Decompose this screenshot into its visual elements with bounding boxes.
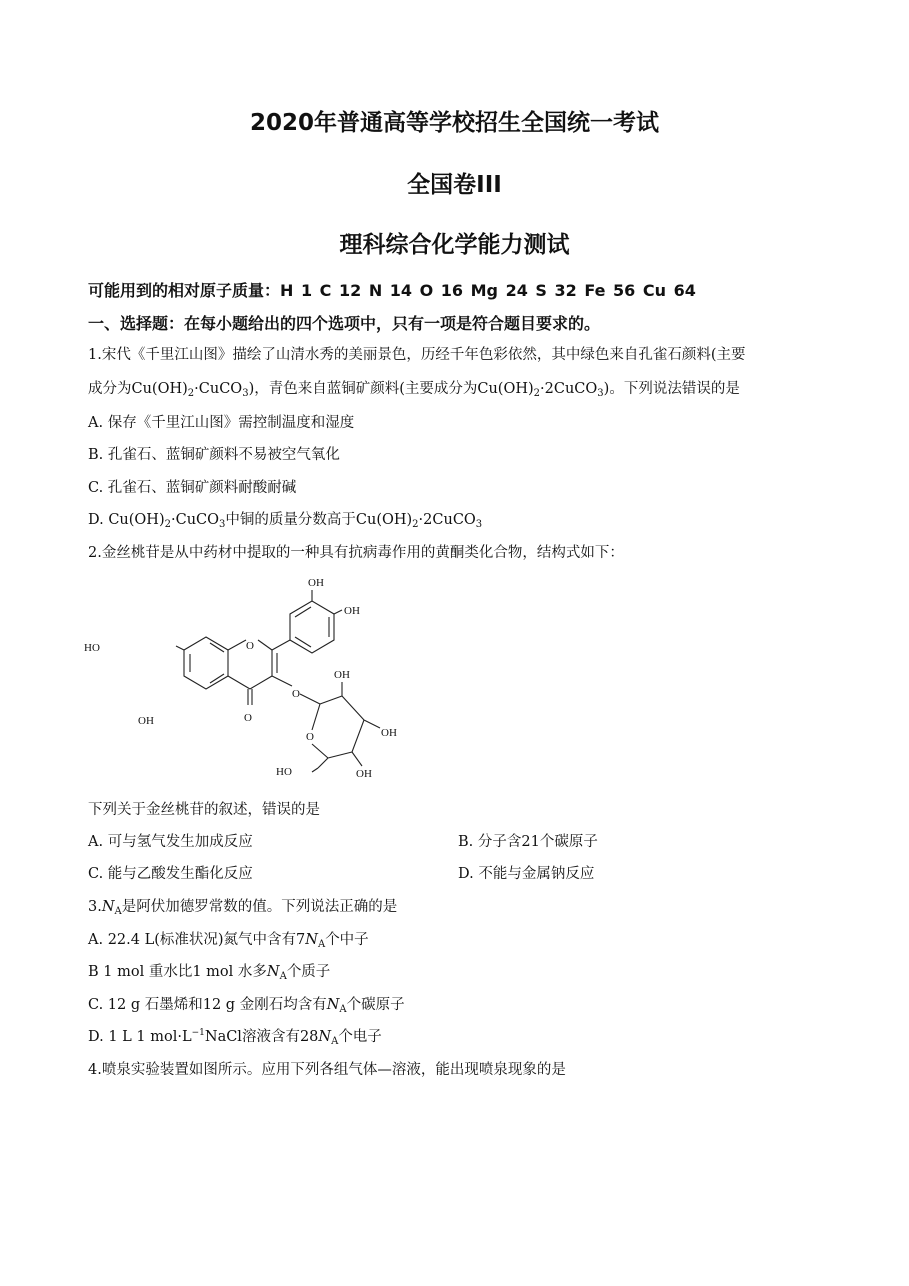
q3-option-c: C. 12 g 石墨烯和12 g 金刚石均含有$N_A$个碳原子 <box>88 997 405 1015</box>
q2-option-d: D. 不能与金属钠反应 <box>458 866 595 882</box>
ho-label: HO <box>84 642 100 654</box>
oh-label: OH <box>381 727 397 739</box>
hyperoside-structure <box>80 572 397 787</box>
o-label: O <box>246 640 254 652</box>
atomic-masses: 可能用到的相对原子质量：H 1 C 12 N 14 O 16 Mg 24 S 32 Fe 56 Cu 64 <box>88 281 696 300</box>
q3-option-b: B 1 mol 重水比1 mol 水多$N_A$个质子 <box>88 964 331 982</box>
o-label: O <box>306 731 314 743</box>
q2-stem: 2.金丝桃苷是从中药材中提取的一种具有抗病毒作用的黄酮类化合物，结构式如下： <box>88 545 624 561</box>
oh-label: OH <box>344 605 360 617</box>
o-label: O <box>292 688 300 700</box>
q1-option-c: C. 孔雀石、蓝铜矿颜料耐酸耐碱 <box>88 480 297 496</box>
exam-title: 2020年普通高等学校招生全国统一考试 <box>249 110 659 136</box>
oh-label: OH <box>356 768 372 780</box>
q2-option-b: B. 分子含21个碳原子 <box>458 834 598 850</box>
q1-stem-line1: 1.宋代《千里江山图》描绘了山清水秀的美丽景色，历经千年色彩依然，其中绿色来自孔雀石颜料(主要 <box>88 347 746 363</box>
exam-paper-name: 理科综合化学能力测试 <box>339 232 570 258</box>
q2-option-a: A. 可与氢气发生加成反应 <box>88 834 253 850</box>
q1-option-b: B. 孔雀石、蓝铜矿颜料不易被空气氧化 <box>88 447 340 463</box>
q2-option-c: C. 能与乙酸发生酯化反应 <box>88 866 253 882</box>
oh-label: OH <box>334 669 350 681</box>
q2-question: 下列关于金丝桃苷的叙述，错误的是 <box>88 802 320 818</box>
q3-option-d: D. 1 L 1 $mol\cdot L^{-1}NaCl$溶液含有$28N_A$个电子 <box>88 1028 382 1047</box>
exam-subtitle: 全国卷III <box>407 172 502 198</box>
section-heading: 一、选择题：在每小题给出的四个选项中，只有一项是符合题目要求的。 <box>88 314 601 333</box>
ho-label: HO <box>276 766 292 778</box>
q1-option-a: A. 保存《千里江山图》需控制温度和湿度 <box>88 415 355 431</box>
q3-stem: $3.N_A$是阿伏加德罗常数的值。下列说法正确的是 <box>88 899 398 917</box>
q4-stem: 4.喷泉实验装置如图所示。应用下列各组气体—溶液，能出现喷泉现象的是 <box>88 1062 566 1078</box>
oh-label: OH <box>308 577 324 589</box>
q1-option-d: D. $Cu(OH)_2\cdot CuCO_3$中铜的质量分数高于$Cu(OH)_2\cdot 2CuCO_3$ <box>88 512 483 530</box>
q3-option-a: A. 22.4 L(标准状况)氮气中含有$7N_A$个中子 <box>88 932 369 950</box>
oh-label: OH <box>138 715 154 727</box>
o-label: O <box>244 712 252 724</box>
q1-stem-line2: 成分为$Cu(OH)_2\cdot CuCO_3$)，青色来自蓝铜矿颜料(主要成分为$Cu(OH)_2\cdot 2CuCO_3$)。下列说法错误的是 <box>88 381 740 399</box>
